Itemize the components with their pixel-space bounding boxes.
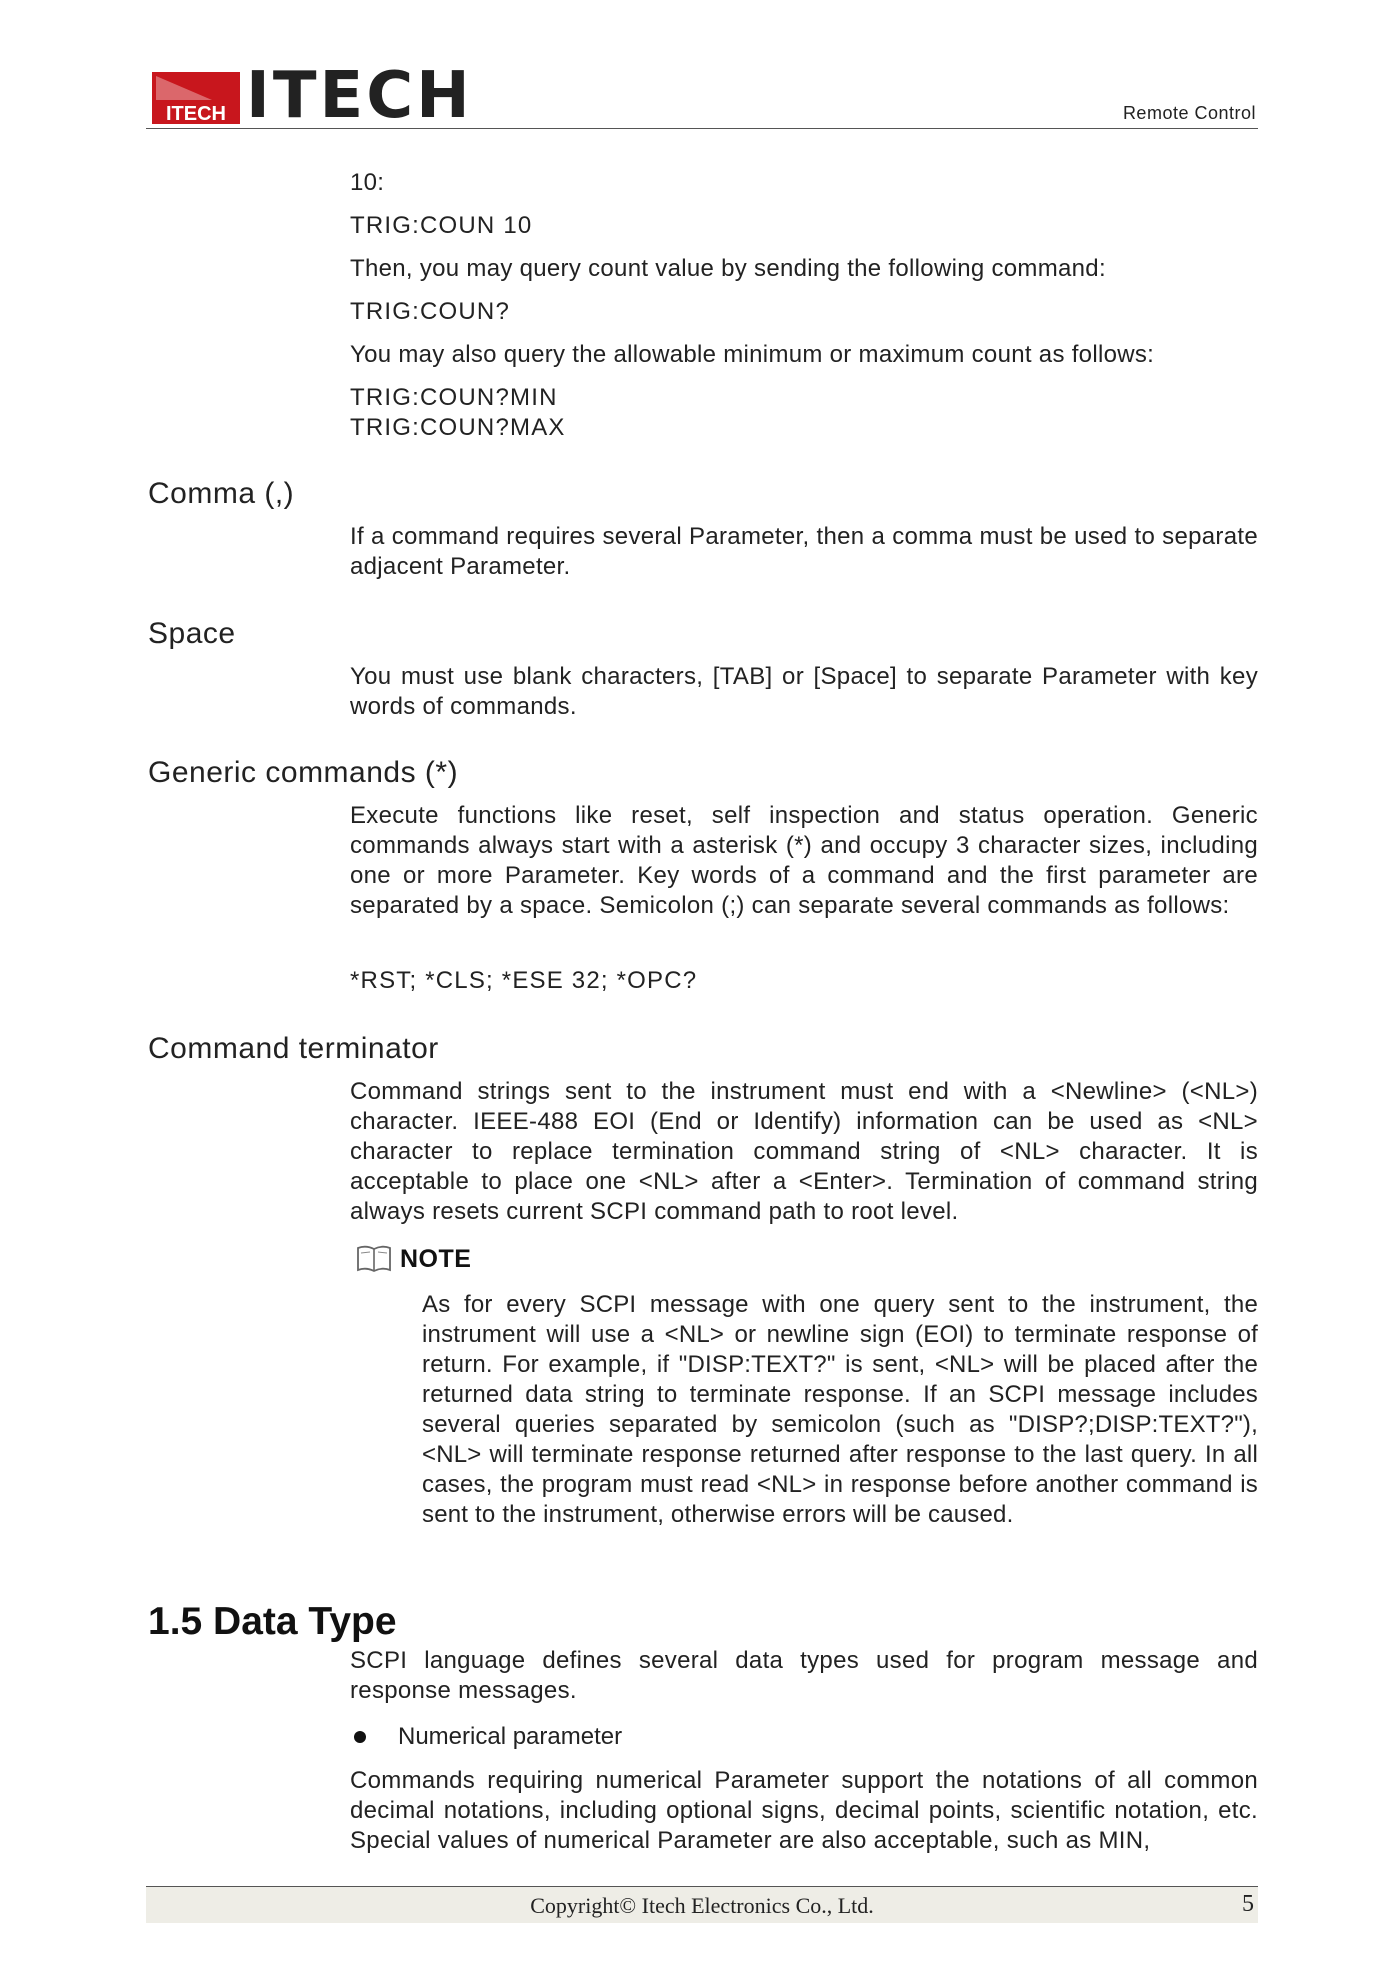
logo-text: ITECH bbox=[246, 59, 473, 133]
logo-mark-text: ITECH bbox=[166, 103, 226, 124]
page-footer bbox=[146, 1886, 1258, 1923]
command-trig-coun-min: TRIG:COUN?MIN bbox=[350, 384, 558, 411]
heading-comma: Comma (,) bbox=[148, 477, 295, 510]
bullet-label: Numerical parameter bbox=[398, 1723, 623, 1750]
generic-commands-example: *RST; *CLS; *ESE 32; *OPC? bbox=[350, 967, 698, 994]
intro-line-10: 10: bbox=[350, 169, 385, 196]
heading-data-type: 1.5 Data Type bbox=[148, 1600, 397, 1643]
note-header bbox=[356, 1244, 471, 1274]
heading-space: Space bbox=[148, 617, 236, 650]
itech-logo bbox=[152, 59, 473, 133]
bullet-dot-icon bbox=[354, 1731, 366, 1743]
heading-generic-commands: Generic commands (*) bbox=[148, 756, 459, 789]
heading-command-terminator: Command terminator bbox=[148, 1032, 439, 1065]
page-header bbox=[146, 59, 1258, 133]
command-trig-coun-max: TRIG:COUN?MAX bbox=[350, 414, 566, 441]
note-text: As for every SCPI message with one query sent to the instrument, the instrument will use a <NL> or newline sign (EOI) to terminate response of return. For example, if "DISP:TEXT?" is sent, <NL> will be placed after the returned data string to terminate response. If an SCPI message includes several queries separated by semicolon (such as "DISP?;DISP:TEXT?"), <NL> will terminate response returned after response to the last query. In all cases, the program must read <NL> in response before another command is sent to the instrument, otherwise errors will be caused. bbox=[422, 1291, 1258, 1528]
page-number: 5 bbox=[1242, 1891, 1254, 1917]
note-label: NOTE bbox=[400, 1244, 472, 1273]
logo-mark bbox=[152, 70, 240, 124]
header-section-title: Remote Control bbox=[1122, 103, 1256, 123]
bullet-numerical-parameter bbox=[350, 1722, 622, 1752]
command-trig-coun-query: TRIG:COUN? bbox=[350, 298, 511, 325]
command-terminator-text: Command strings sent to the instrument must end with a <Newline> (<NL>) character. IEEE-488 EOI (End or Identify) information can be used as <NL> character to replace termination command string of <NL> character. It is acceptable to place one <NL> after a <Enter>. Termination of command string always resets current SCPI command path to root level. bbox=[350, 1078, 1258, 1225]
generic-commands-text: Execute functions like reset, self inspection and status operation. Generic commands always start with a asterisk (*) and occupy 3 character sizes, including one or more Parameter. Key words of a command and the first parameter are separated by a space. Semicolon (;) can separate several commands as follows: bbox=[350, 802, 1258, 919]
numerical-parameter-text: Commands requiring numerical Parameter support the notations of all common decimal notations, including optional signs, decimal points, scientific notation, etc. Special values of numerical Parameter are also acceptable, such as MIN, bbox=[350, 1767, 1258, 1854]
data-type-intro: SCPI language defines several data types used for program message and response messages. bbox=[350, 1647, 1258, 1704]
footer-copyright: Copyright© Itech Electronics Co., Ltd. bbox=[530, 1893, 874, 1918]
comma-text: If a command requires several Parameter, then a comma must be used to separate adjacent Parameter. bbox=[350, 523, 1258, 580]
command-trig-coun-set: TRIG:COUN 10 bbox=[350, 212, 533, 239]
intro-then-text: Then, you may query count value by sending the following command: bbox=[350, 255, 1106, 282]
space-text: You must use blank characters, [TAB] or [Space] to separate Parameter with key words of commands. bbox=[350, 663, 1258, 720]
book-icon bbox=[356, 1244, 392, 1274]
intro-also-text: You may also query the allowable minimum or maximum count as follows: bbox=[350, 341, 1155, 368]
